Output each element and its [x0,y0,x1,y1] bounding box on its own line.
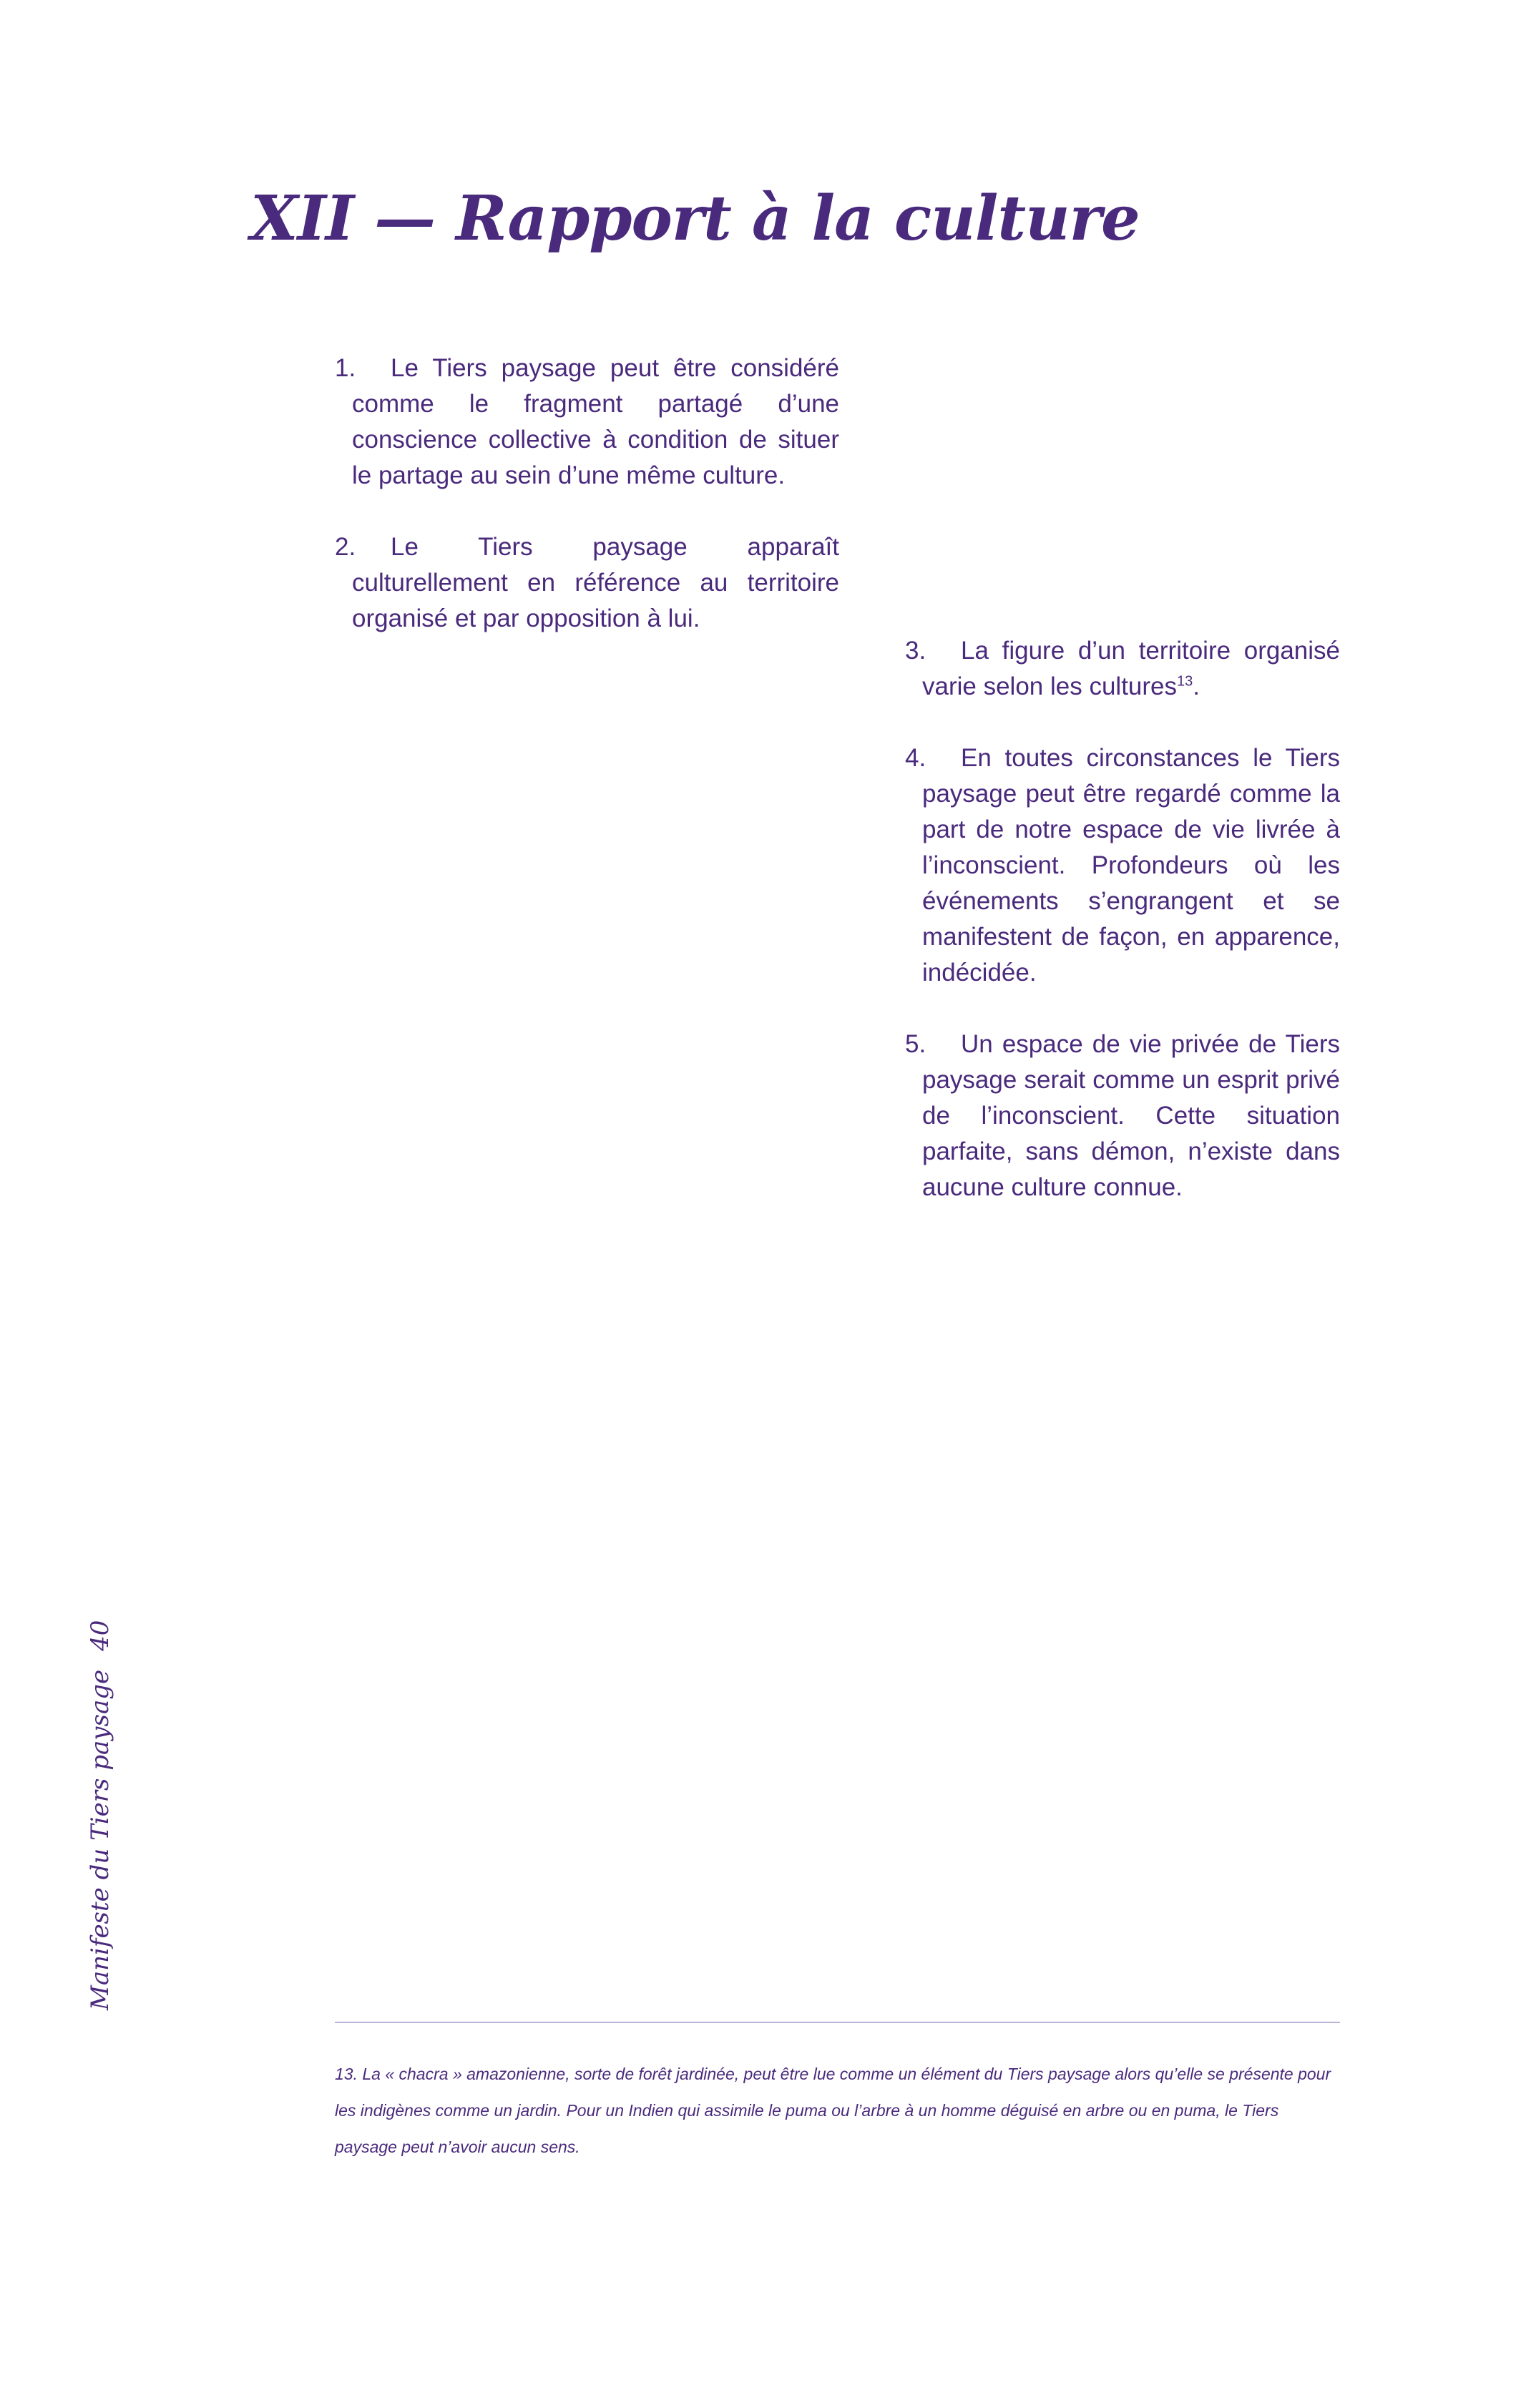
list-item-4 [905,740,1340,991]
item-number: 1. [335,354,356,382]
item-text: Le Tiers paysage peut être considéré comme le fragment partagé d’une conscience collective à condition de situer le partage au sein d’une même culture. [352,354,839,489]
item-text-end: . [1193,672,1200,700]
item-number: 4. [905,744,926,772]
list-item-5 [905,1027,1340,1205]
page-number: 40 [86,1620,114,1651]
list-item-3 [905,633,1340,705]
list-item-1 [335,351,839,494]
footnote-reference[interactable]: 13 [1177,673,1193,690]
right-column [905,633,1340,1241]
left-column [335,351,839,672]
item-text: En toutes circonstances le Tiers paysage peut être regardé comme la part de notre espace de vie livrée à l’inconscient. Profondeurs où les événements s’engrangent et se manifestent de façon, en apparence, indécidée. [922,744,1340,987]
item-text: Un espace de vie privée de Tiers paysage serait comme un esprit privé de l’inconscient. Cette situation parfaite, sans démon, n’existe dans aucune culture connue. [922,1030,1340,1201]
item-number: 5. [905,1030,926,1058]
running-header-vertical [79,1581,122,2010]
page-title: XII — Rapport à la culture [250,182,1140,255]
book-title: Manifeste du Tiers paysage [86,1669,114,2010]
list-item-2 [335,529,839,637]
item-number: 2. [335,533,356,561]
item-text: Le Tiers paysage apparaît culturellement en référence au territoire organisé et par opposition à lui. [352,533,839,632]
item-number: 3. [905,637,926,665]
item-text: La figure d’un territoire organisé varie selon les cultures [922,637,1340,700]
footnote: 13. La « chacra » amazonienne, sorte de forêt jardinée, peut être lue comme un élément du Tiers paysage alors qu’elle se présente pour les indigènes comme un jardin. Pour un Indien qui assimile le puma ou l’arbre à un homme déguisé en arbre ou en puma, le Tiers paysage peut n’avoir aucun sens. [335,2065,1331,2156]
footnote-divider [335,2022,1340,2023]
